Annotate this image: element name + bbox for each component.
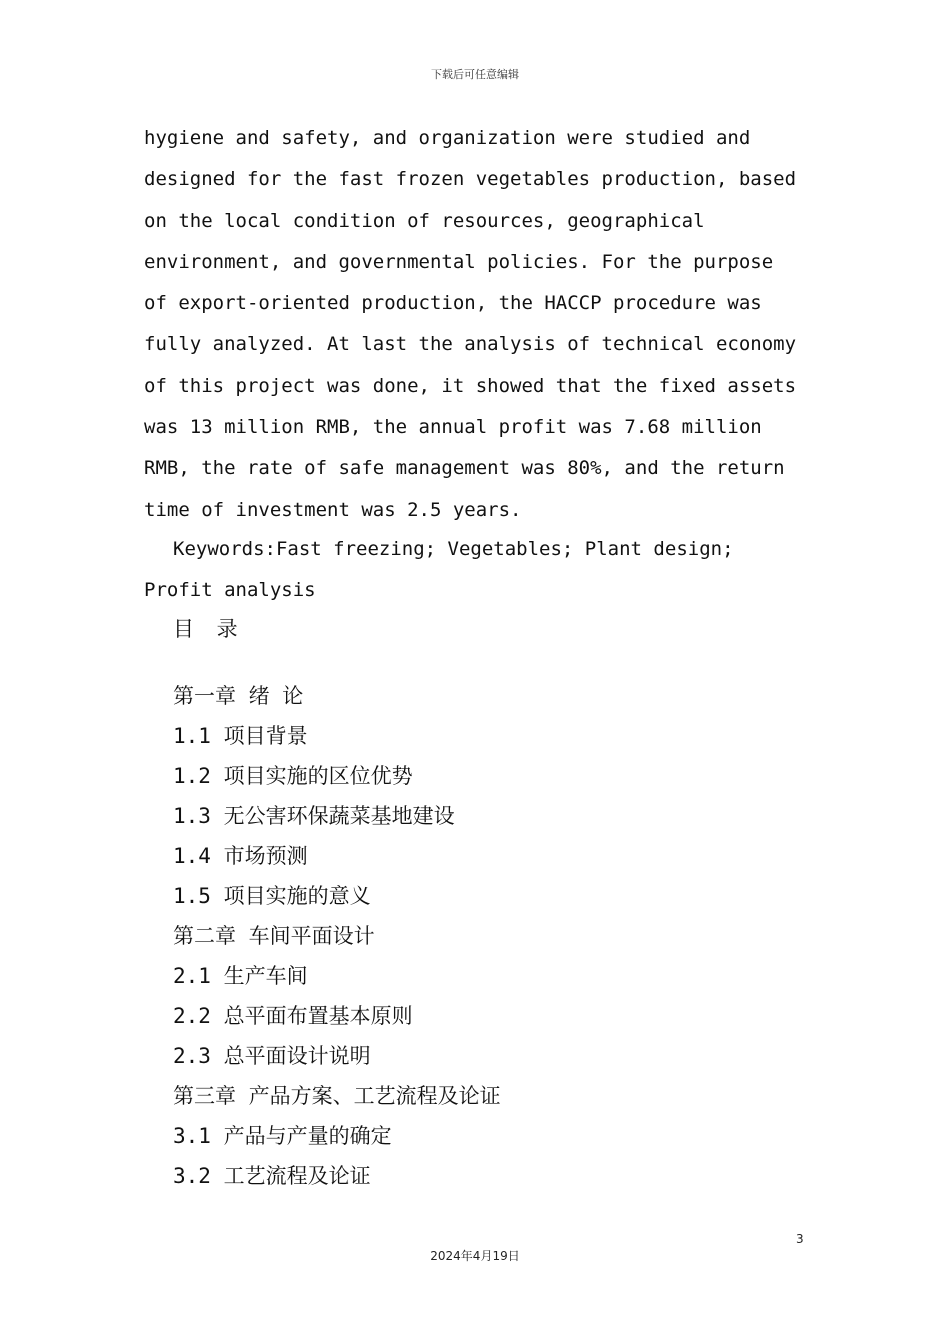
keywords-line-continued: Profit analysis: [144, 579, 316, 601]
toc-item[interactable]: 1.4 市场预测: [173, 844, 308, 868]
abstract-line: was 13 million RMB, the annual profit was 7.68 million: [144, 416, 762, 439]
abstract-line: on the local condition of resources, geographical: [144, 209, 705, 232]
header-note: 下载后可任意编辑: [431, 68, 519, 81]
abstract-line: of this project was done, it showed that the fixed assets: [144, 374, 797, 397]
table-of-contents: [173, 676, 823, 1196]
toc-item[interactable]: 第二章 车间平面设计: [173, 924, 375, 948]
abstract-paragraph: [144, 118, 824, 531]
toc-item[interactable]: 2.3 总平面设计说明: [173, 1044, 371, 1068]
page-number: 3: [796, 1232, 804, 1246]
footer-date: 2024年4月19日: [430, 1249, 520, 1263]
abstract-line: of export-oriented production, the HACCP procedure was: [144, 292, 762, 315]
abstract-line: designed for the fast frozen vegetables production, based: [144, 168, 797, 191]
toc-title: 目 录: [173, 617, 246, 641]
toc-item[interactable]: 第三章 产品方案、工艺流程及论证: [173, 1084, 501, 1108]
abstract-line: environment, and governmental policies. For the purpose: [144, 250, 774, 273]
toc-item[interactable]: 2.1 生产车间: [173, 964, 308, 988]
abstract-line: time of investment was 2.5 years.: [144, 498, 522, 521]
toc-item[interactable]: 1.3 无公害环保蔬菜基地建设: [173, 804, 455, 828]
toc-item[interactable]: 3.1 产品与产量的确定: [173, 1124, 392, 1148]
abstract-line: RMB, the rate of safe management was 80%, and the return: [144, 457, 785, 480]
keywords-line: Keywords:Fast freezing; Vegetables; Plant design;: [173, 538, 734, 560]
abstract-line: fully analyzed. At last the analysis of technical economy: [144, 333, 797, 356]
toc-item[interactable]: 2.2 总平面布置基本原则: [173, 1004, 413, 1028]
toc-item[interactable]: 1.5 项目实施的意义: [173, 884, 371, 908]
abstract-line: hygiene and safety, and organization were studied and: [144, 127, 751, 149]
keywords-block: [144, 529, 824, 611]
toc-item[interactable]: 第一章 绪 论: [173, 684, 304, 708]
toc-item[interactable]: 1.1 项目背景: [173, 724, 308, 748]
toc-item[interactable]: 3.2 工艺流程及论证: [173, 1164, 371, 1188]
toc-item[interactable]: 1.2 项目实施的区位优势: [173, 764, 413, 788]
